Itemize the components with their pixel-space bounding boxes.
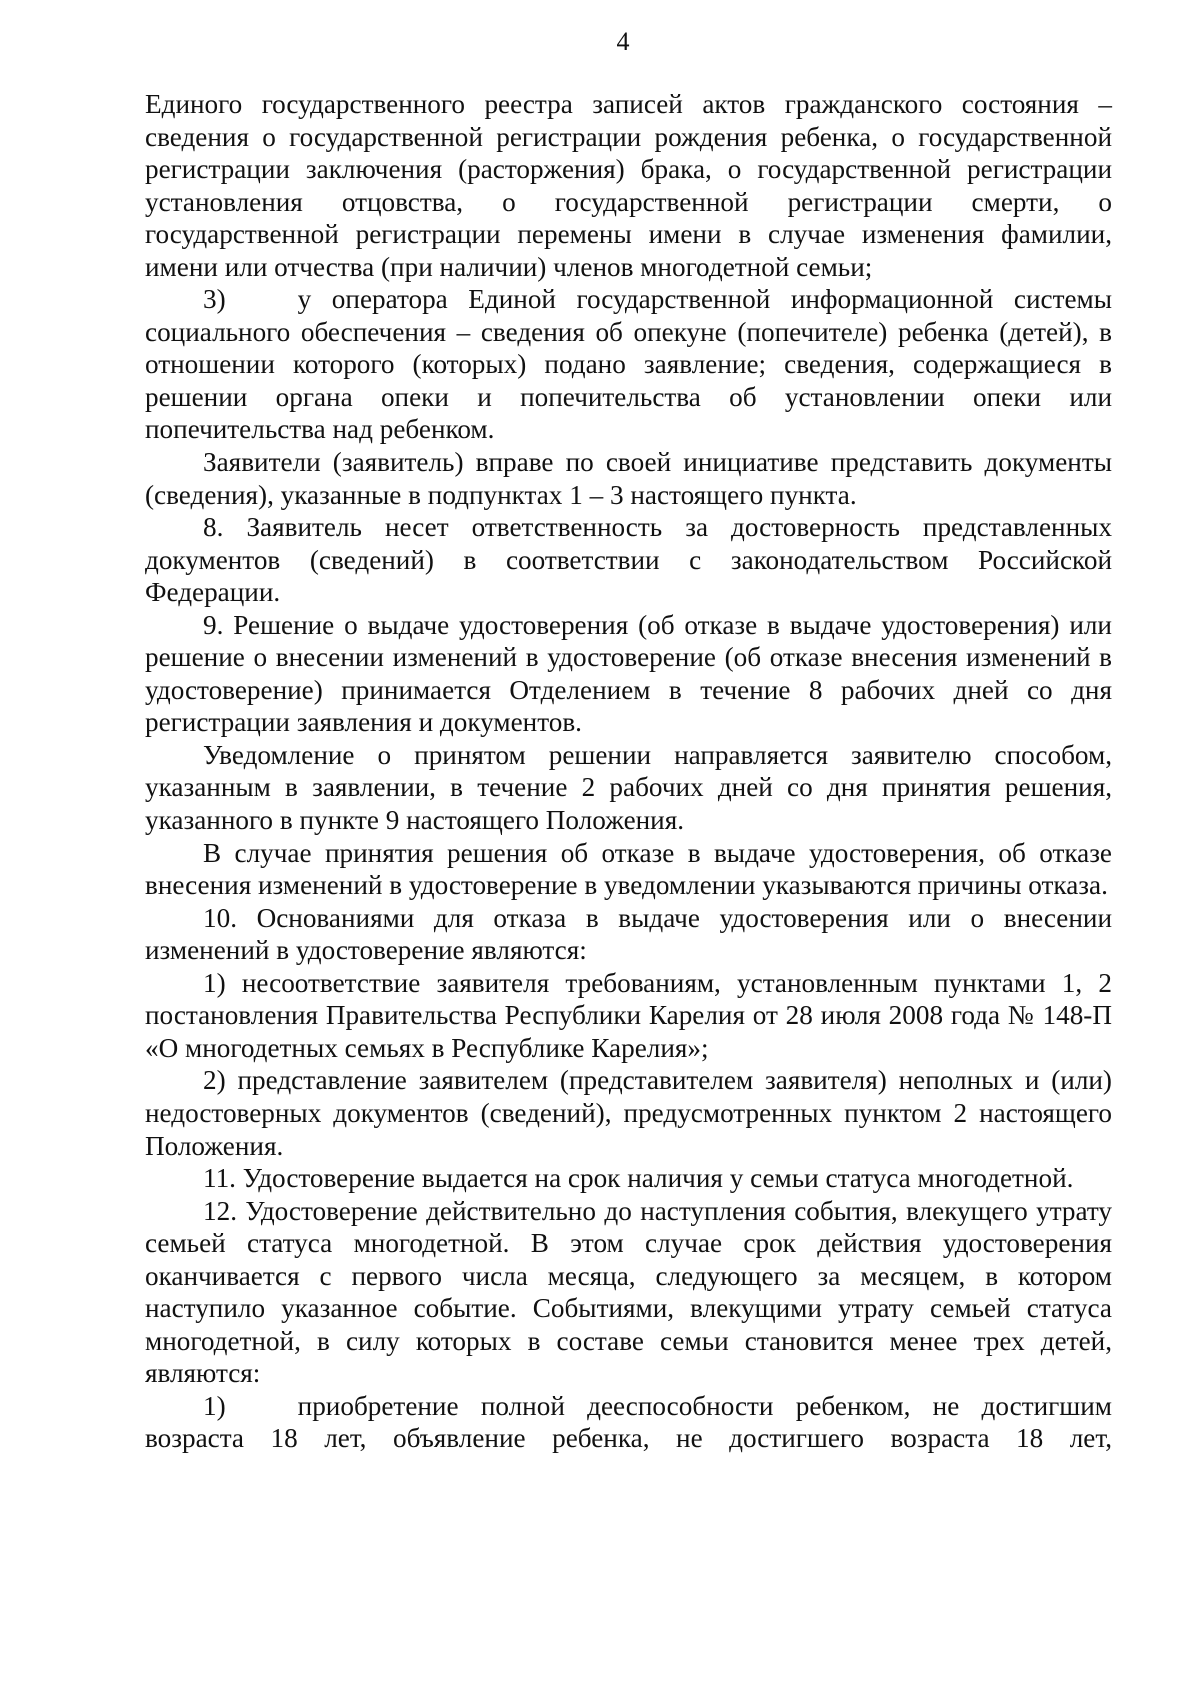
list-number: 3)	[203, 284, 226, 315]
paragraph-8: 8. Заявитель несет ответственность за достоверность представленных документов (сведений) в соответствии с законодательством Российской Федерации.	[145, 512, 1112, 608]
page-number: 4	[616, 27, 630, 56]
paragraph-10: 10. Основаниями для отказа в выдаче удостоверения или о внесении изменений в удостоверение являются:	[145, 902, 1112, 966]
paragraph-11: 11. Удостоверение выдается на срок наличия у семьи статуса многодетной.	[203, 1163, 1074, 1194]
paragraph-9: 9. Решение о выдаче удостоверения (об отказе в выдаче удостоверения) или решение о внесении изменений в удостоверение (об отказе внесения изменений в удостоверение) принимается Отделением в течение 8 рабочих дней со дня регистрации заявления и документов.	[145, 609, 1112, 738]
list-item-text: приобретение полной дееспособности ребенком, не достигшим возраста 18 лет, объявление ребенка, не достигшего возраста 18 лет,	[145, 1390, 1112, 1454]
paragraph-12-item-1	[145, 1390, 1112, 1455]
list-number: 1)	[203, 1390, 226, 1421]
paragraph-item-3	[145, 283, 1112, 446]
list-item-text: у оператора Единой государственной информационной системы социального обеспечения – сведения об опекуне (попечителе) ребенка (детей), в отношении которого (которых) подано заявление; сведения, содержащиеся в решении органа опеки и попечительства об установлении опеки или попечительства над ребенком.	[145, 284, 1112, 445]
document-body	[145, 88, 1112, 1455]
paragraph-notification: Уведомление о принятом решении направляется заявителю способом, указанным в заявлении, в течение 2 рабочих дней со дня принятия решения, указанного в пункте 9 настоящего Положения.	[145, 739, 1112, 836]
paragraph-12: 12. Удостоверение действительно до наступления события, влекущего утрату семьей статуса многодетной. В этом случае срок действия удостоверения оканчивается с первого числа месяца, следующего за месяцем, в котором наступило указанное событие. Событиями, влекущими утрату семьей статуса многодетной, в силу которых в составе семьи становится менее трех детей, являются:	[145, 1195, 1112, 1389]
paragraph-10-item-1: 1) несоответствие заявителя требованиям, установленным пунктами 1, 2 постановления Правительства Республики Карелия от 28 июля 2008 года № 148-П «О многодетных семьях в Республике Карелия»;	[145, 967, 1112, 1063]
paragraph-refusal-reasons: В случае принятия решения об отказе в выдаче удостоверения, об отказе внесения изменений в удостоверение в уведомлении указываются причины отказа.	[145, 837, 1112, 901]
paragraph-registry-info: Единого государственного реестра записей актов гражданского состояния – сведения о государственной регистрации рождения ребенка, о государственной регистрации заключения (расторжения) брака, о государственной регистрации установления отцовства, о государственной регистрации смерти, о государственной регистрации перемены имени в случае изменения фамилии, имени или отчества (при наличии) членов многодетной семьи;	[145, 89, 1112, 282]
paragraph-applicants-right: Заявители (заявитель) вправе по своей инициативе представить документы (сведения), указанные в подпунктах 1 – 3 настоящего пункта.	[145, 447, 1112, 510]
paragraph-10-item-2: 2) представление заявителем (представителем заявителя) неполных и (или) недостоверных документов (сведений), предусмотренных пунктом 2 настоящего Положения.	[145, 1065, 1112, 1161]
